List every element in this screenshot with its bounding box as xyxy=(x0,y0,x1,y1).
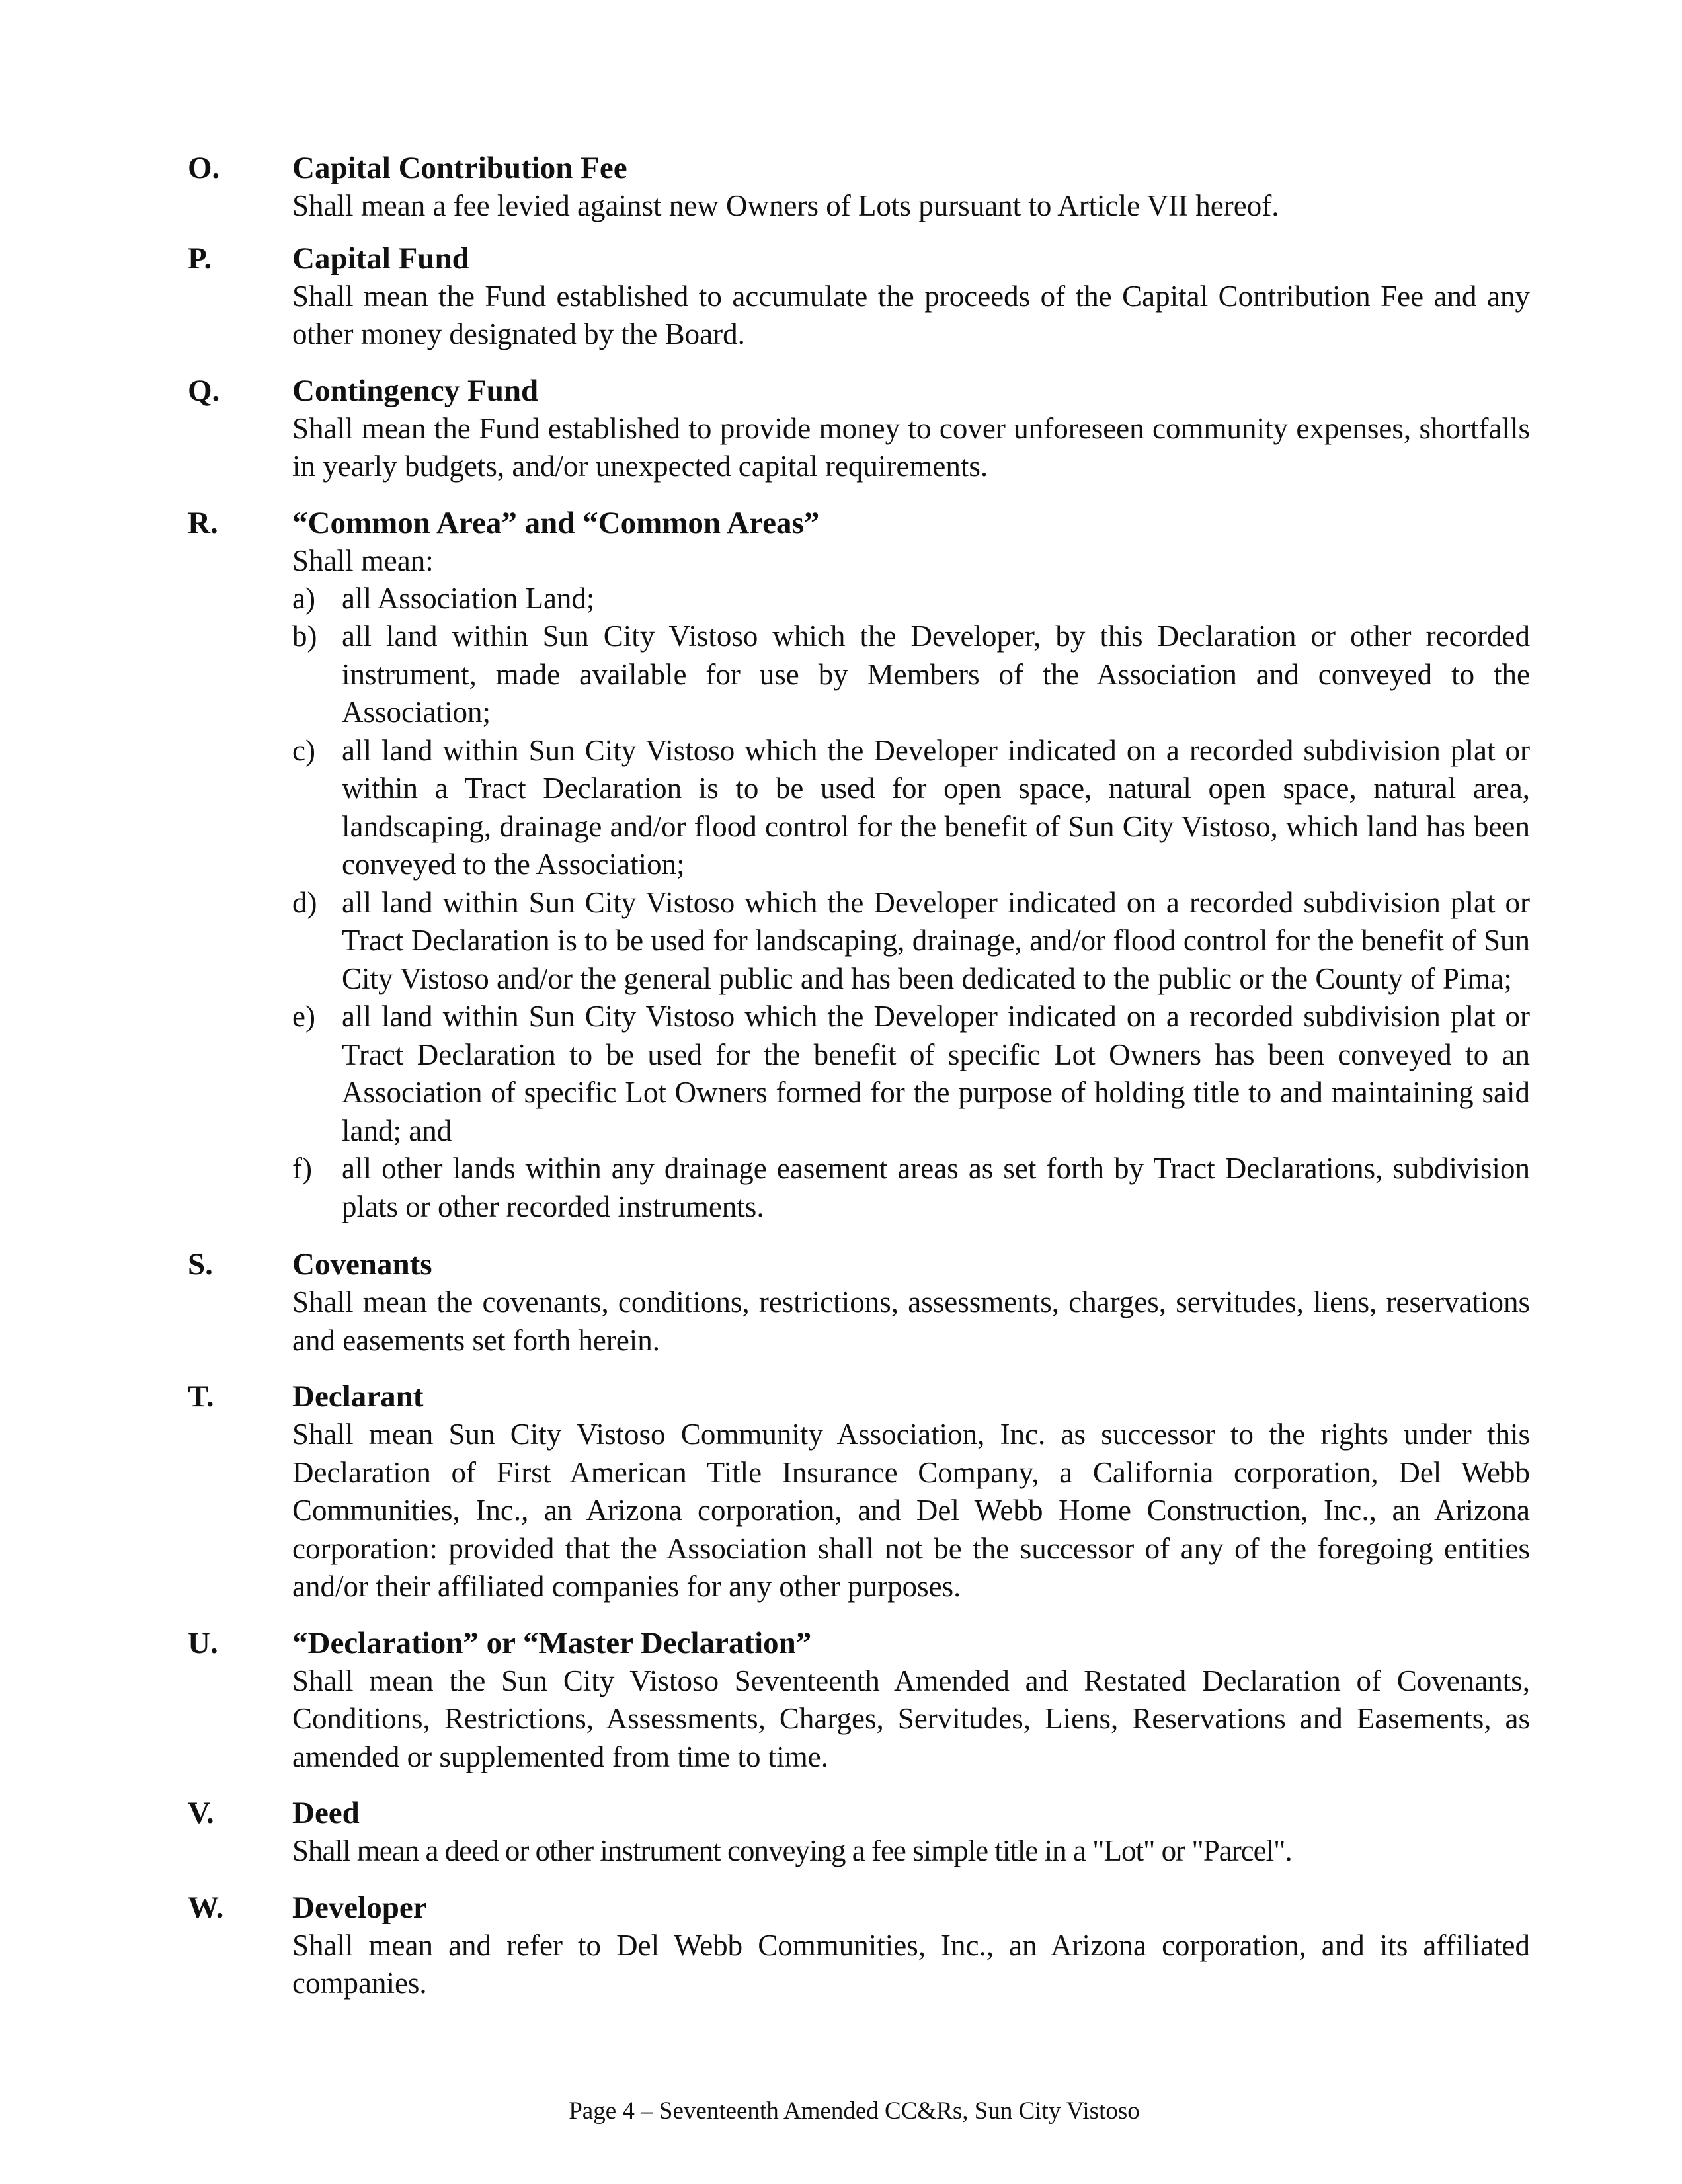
page-footer: Page 4 – Seventeenth Amended CC&Rs, Sun City Vistoso xyxy=(569,2097,1140,2124)
list-item xyxy=(292,1150,1530,1226)
definition-term: Developer xyxy=(292,1890,427,1925)
definition-text: Shall mean the covenants, conditions, restrictions, assessments, charges, servitudes, liens, reservations and easements set forth herein. xyxy=(292,1285,1530,1357)
definition-developer xyxy=(188,1889,1530,2003)
list-item xyxy=(292,884,1530,998)
definition-contingency-fund xyxy=(188,372,1530,486)
definition-text: Shall mean the Fund established to provide money to cover unforeseen community expenses, shortfalls in yearly budgets, and/or unexpected capital requirements. xyxy=(292,411,1530,483)
definition-declarant xyxy=(188,1378,1530,1606)
definition-deed xyxy=(188,1795,1530,1871)
definition-letter: W. xyxy=(188,1890,224,1925)
list-marker: c) xyxy=(292,733,315,767)
list-item xyxy=(292,618,1530,732)
definition-text: Shall mean Sun City Vistoso Community Association, Inc. as successor to the rights under this Declaration of First American Title Insurance Company, a California corporation, Del Webb Communities, Inc., an Arizona corporation, and Del Webb Home Construction, Inc., an Arizona corporation: provided that the Association shall not be the successor of any of the foregoing entities and/or their affiliated companies for any other purposes. xyxy=(292,1418,1530,1603)
list-item-text: all Association Land; xyxy=(342,581,595,615)
definition-letter: Q. xyxy=(188,373,220,408)
list-marker: a) xyxy=(292,581,315,615)
definition-text: Shall mean the Fund established to accumulate the proceeds of the Capital Contribution Fee and any other money designated by the Board. xyxy=(292,279,1530,350)
definition-letter: U. xyxy=(188,1625,218,1660)
list-item xyxy=(292,732,1530,884)
definition-letter: V. xyxy=(188,1796,214,1830)
definition-capital-contribution-fee xyxy=(188,149,1530,225)
definition-term: Covenants xyxy=(292,1247,432,1281)
definition-text: Shall mean the Sun City Vistoso Seventeenth Amended and Restated Declaration of Covenants, Conditions, Restrictions, Assessments, Charges, Servitudes, Liens, Reservations and Easements, as amended or supplemented from time to time. xyxy=(292,1664,1530,1773)
list-item-text: all other lands within any drainage easement areas as set forth by Tract Declarations, subdivision plats or other recorded instruments. xyxy=(342,1152,1530,1223)
definition-text: Shall mean a deed or other instrument conveying a fee simple title in a "Lot" or "Parcel". xyxy=(292,1834,1292,1867)
list-marker: d) xyxy=(292,885,317,919)
definition-term: Deed xyxy=(292,1796,360,1830)
definitions-list xyxy=(188,149,1530,2021)
definition-term: Declarant xyxy=(292,1379,424,1414)
definition-declaration xyxy=(188,1625,1530,1777)
list-marker: b) xyxy=(292,620,317,653)
definition-letter: P. xyxy=(188,241,212,276)
list-item-text: all land within Sun City Vistoso which the Developer indicated on a recorded subdivision plat or within a Tract Declaration is to be used for open space, natural open space, natural area, landscaping, drainage and/or flood control for the benefit of Sun City Vistoso, which land has been conveyed to the Association; xyxy=(342,733,1530,881)
definition-term: “Declaration” or “Master Declaration” xyxy=(292,1625,812,1660)
list-item xyxy=(292,998,1530,1150)
definition-capital-fund xyxy=(188,240,1530,354)
list-item-text: all land within Sun City Vistoso which the Developer indicated on a recorded subdivision plat or Tract Declaration to be used for the benefit of specific Lot Owners has been conveyed to an Association of specific Lot Owners formed for the purpose of holding title to and maintaining said land; and xyxy=(342,1000,1530,1147)
common-area-sublist xyxy=(292,580,1530,1227)
definition-text: Shall mean a fee levied against new Owners of Lots pursuant to Article VII hereof. xyxy=(292,189,1279,222)
definition-text: Shall mean and refer to Del Webb Communities, Inc., an Arizona corporation, and its affiliated companies. xyxy=(292,1928,1530,2000)
definition-letter: T. xyxy=(188,1379,214,1414)
list-item-text: all land within Sun City Vistoso which the Developer, by this Declaration or other recorded instrument, made available for use by Members of the Association and conveyed to the Association; xyxy=(342,620,1530,729)
definition-common-area xyxy=(188,505,1530,1227)
definition-letter: S. xyxy=(188,1247,213,1281)
definition-letter: R. xyxy=(188,505,218,540)
list-marker: f) xyxy=(292,1152,312,1185)
definition-term: Capital Contribution Fee xyxy=(292,151,627,185)
list-marker: e) xyxy=(292,1000,315,1033)
definition-covenants xyxy=(188,1246,1530,1359)
definition-term: Capital Fund xyxy=(292,241,469,276)
definition-letter: O. xyxy=(188,151,220,185)
definition-term: Contingency Fund xyxy=(292,373,539,408)
list-item xyxy=(292,580,1530,618)
list-item-text: all land within Sun City Vistoso which the Developer indicated on a recorded subdivision plat or Tract Declaration is to be used for landscaping, drainage, and/or flood control for the benefit of Sun City Vistoso and/or the general public and has been dedicated to the public or the County of Pima; xyxy=(342,885,1530,995)
definition-term: “Common Area” and “Common Areas” xyxy=(292,505,820,540)
definition-intro: Shall mean: xyxy=(292,544,434,577)
